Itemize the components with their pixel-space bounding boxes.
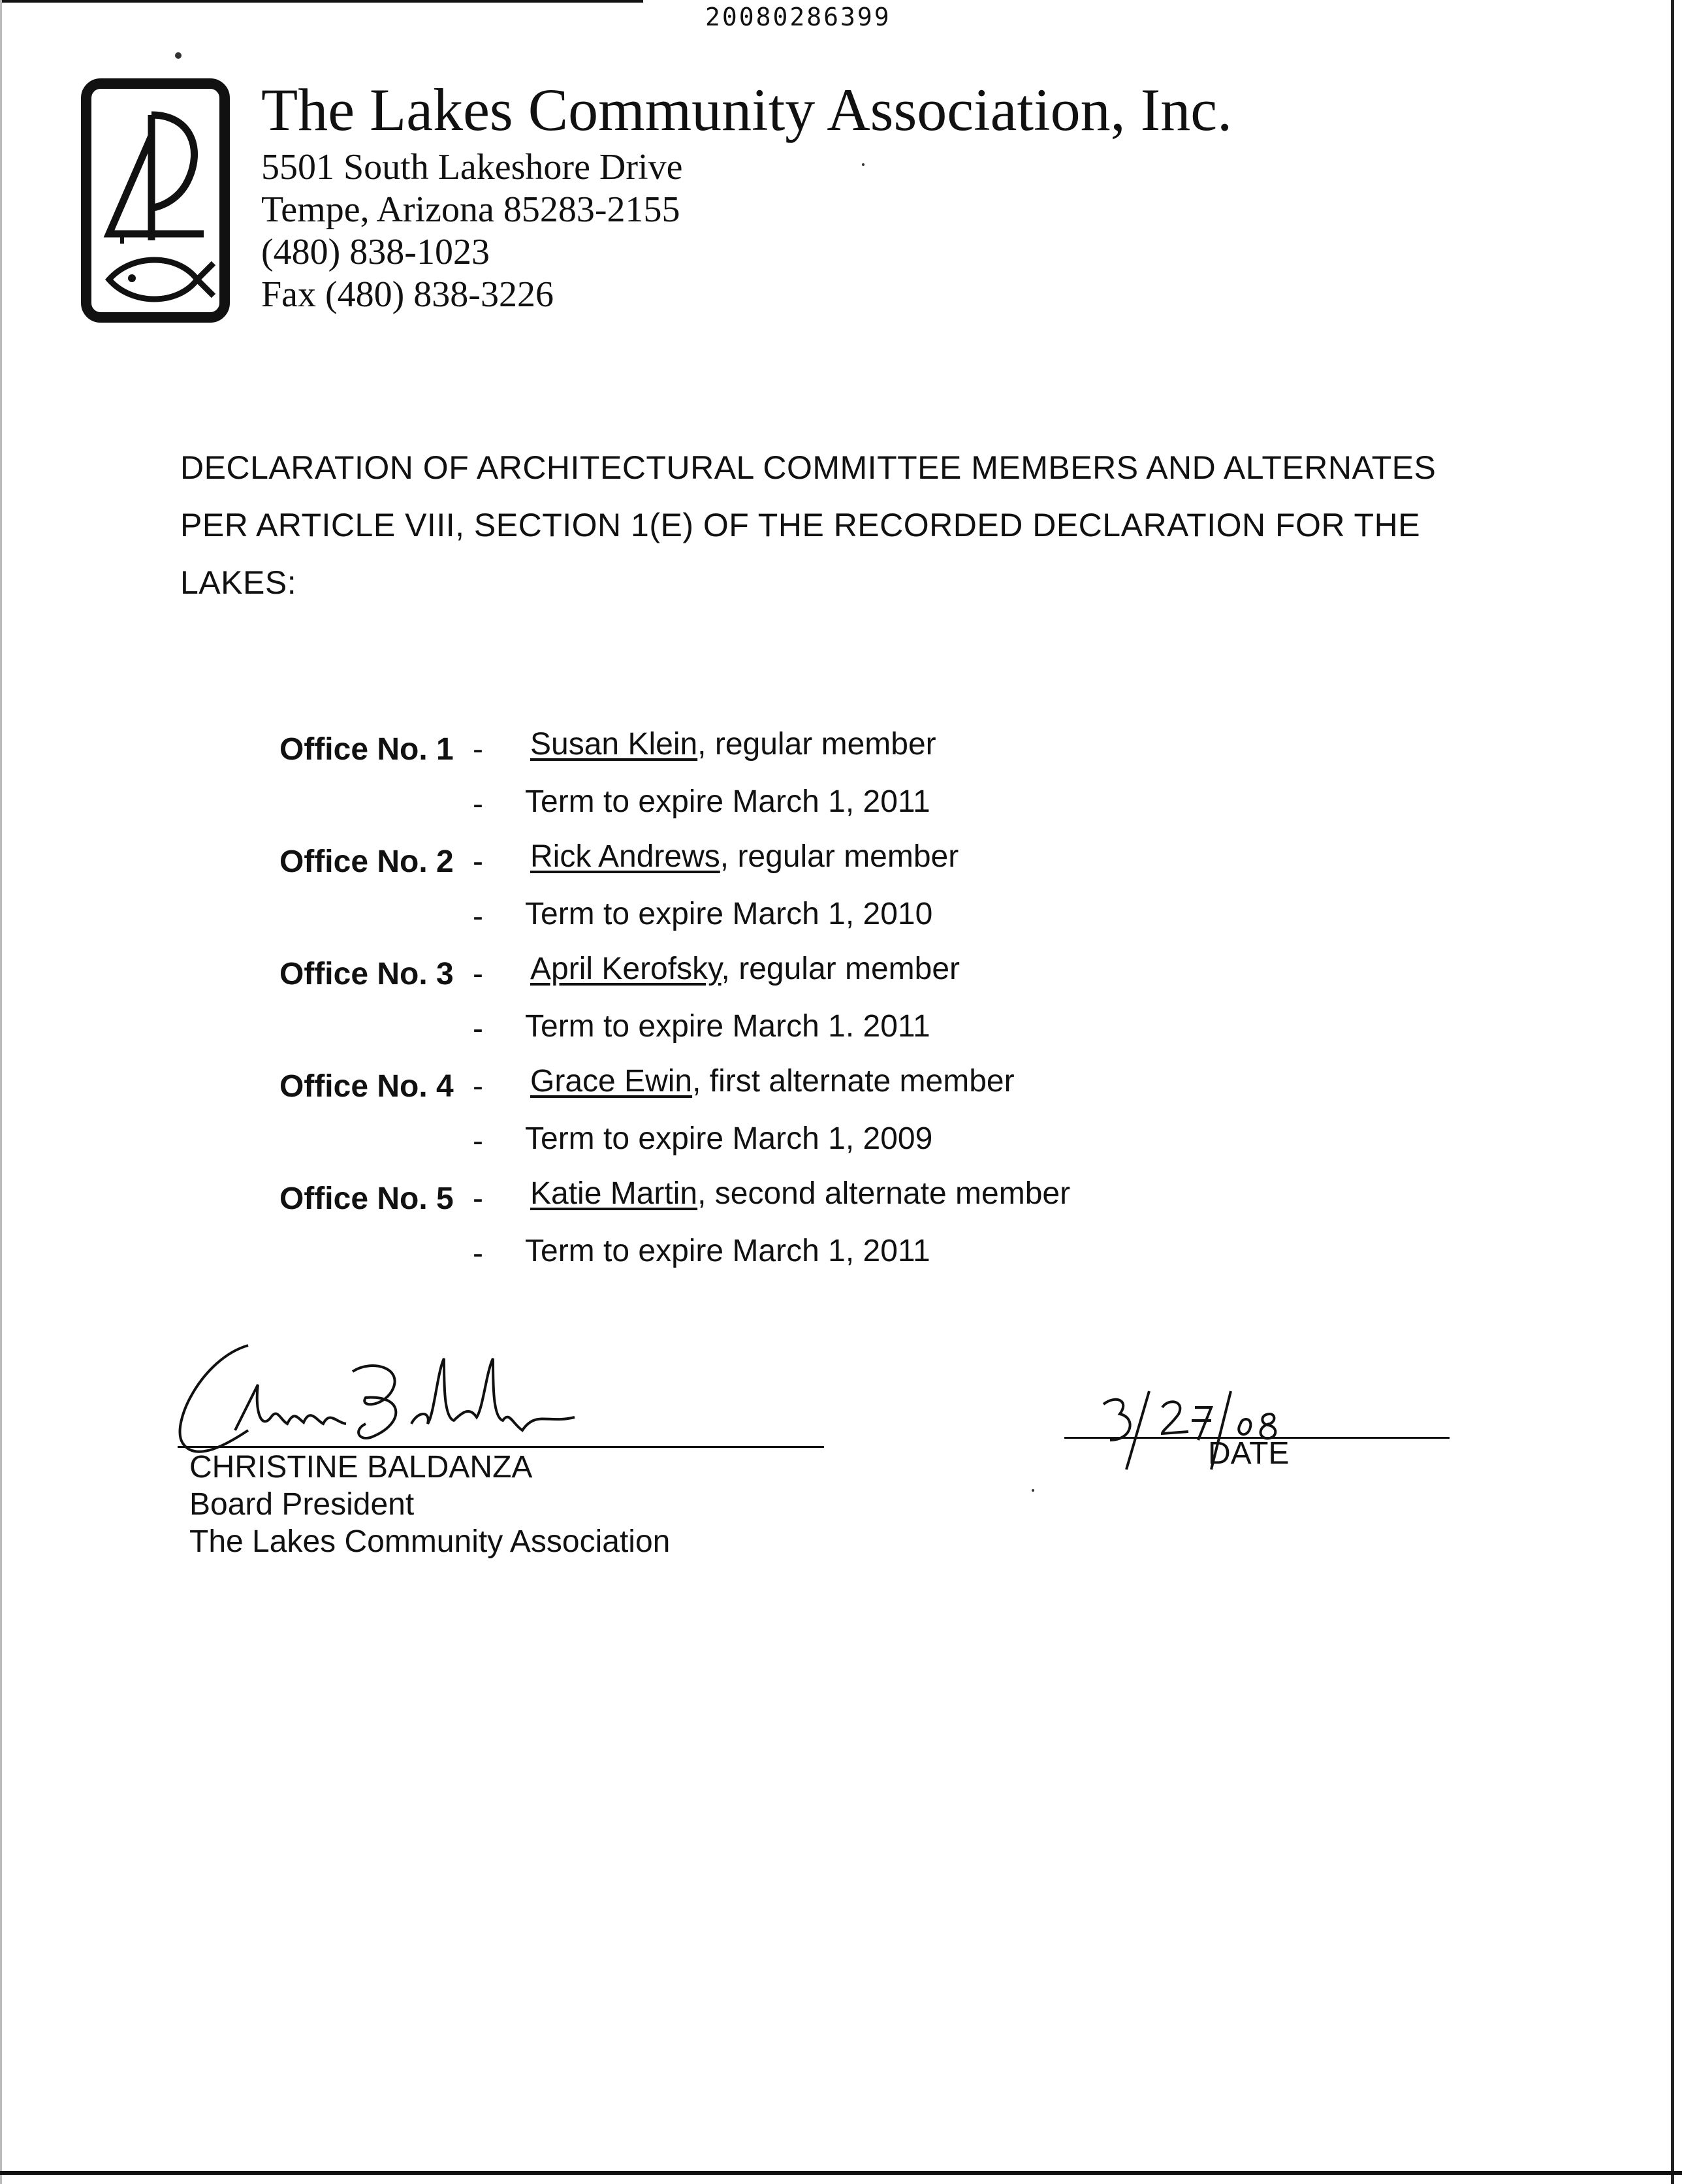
member: [530, 951, 960, 987]
office-entry: [0, 1063, 1682, 1177]
heading-line-1: DECLARATION OF ARCHITECTURAL COMMITTEE MEMBERS AND ALTERNATES: [180, 449, 1436, 486]
dash: -: [473, 1124, 483, 1159]
office-entry: [0, 951, 1682, 1065]
office-label: Office No. 5: [279, 1181, 454, 1216]
scan-speck: [862, 163, 865, 166]
organization-name: The Lakes Community Association, Inc.: [261, 76, 1233, 143]
date-label: DATE: [1208, 1436, 1290, 1471]
dash: -: [473, 1069, 483, 1104]
street-address: 5501 South Lakeshore Drive: [261, 147, 683, 187]
member: [530, 1063, 1015, 1099]
dash: -: [473, 787, 483, 822]
dash: -: [473, 1181, 483, 1216]
member-name: Grace Ewin: [530, 1064, 693, 1099]
fax-number: Fax (480) 838-3226: [261, 274, 554, 315]
office-entry: [0, 839, 1682, 952]
office-label: Office No. 2: [279, 844, 454, 879]
recording-number: 20080286399: [705, 3, 891, 31]
phone-number: (480) 838-1023: [261, 232, 490, 272]
office-label: Office No. 1: [279, 732, 454, 767]
office-label: Office No. 4: [279, 1069, 454, 1104]
member-name: April Kerofsky: [530, 952, 722, 986]
dash: -: [473, 1012, 483, 1046]
dash: -: [473, 899, 483, 934]
city-state-zip: Tempe, Arizona 85283-2155: [261, 189, 680, 230]
term-expiry: Term to expire March 1. 2011: [525, 1009, 930, 1044]
member-name: Katie Martin: [530, 1176, 698, 1211]
office-list: [0, 726, 1682, 1288]
signer-organization: The Lakes Community Association: [189, 1524, 671, 1559]
scan-border-bottom: [0, 2171, 1682, 2175]
term-expiry: Term to expire March 1, 2011: [525, 784, 930, 819]
member-name: Rick Andrews: [530, 839, 720, 874]
member-role: , regular member: [697, 727, 936, 762]
member-name: Susan Klein: [530, 727, 698, 762]
dash: -: [473, 844, 483, 879]
member-role: , first alternate member: [692, 1064, 1015, 1099]
member-role: , second alternate member: [697, 1176, 1071, 1211]
dash: -: [473, 732, 483, 767]
signer-block: [189, 1449, 670, 1560]
office-entry: [0, 726, 1682, 840]
heading-line-3: LAKES:: [180, 564, 297, 601]
signature-line: [178, 1446, 824, 1448]
dash: -: [473, 957, 483, 991]
scan-speck: [175, 52, 182, 59]
letterhead: [261, 73, 1232, 316]
declaration-heading: [180, 439, 1460, 611]
member: [530, 1176, 1070, 1212]
member: [530, 839, 959, 875]
signer-title: Board President: [189, 1487, 415, 1522]
member-role: , regular member: [720, 839, 959, 874]
heading-line-2: PER ARTICLE VIII, SECTION 1(E) OF THE RECORDED DECLARATION FOR THE: [180, 507, 1421, 543]
signer-name: CHRISTINE BALDANZA: [189, 1450, 533, 1485]
office-entry: [0, 1176, 1682, 1289]
scan-border-top: [0, 0, 643, 3]
member-role: , regular member: [721, 952, 960, 986]
scan-speck: [1032, 1489, 1034, 1492]
office-label: Office No. 3: [279, 957, 454, 991]
term-expiry: Term to expire March 1, 2011: [525, 1234, 930, 1268]
member: [530, 726, 936, 762]
term-expiry: Term to expire March 1, 2009: [525, 1121, 933, 1156]
dash: -: [473, 1236, 483, 1271]
anchor-fish-logo-icon: [80, 77, 231, 324]
term-expiry: Term to expire March 1, 2010: [525, 897, 933, 931]
